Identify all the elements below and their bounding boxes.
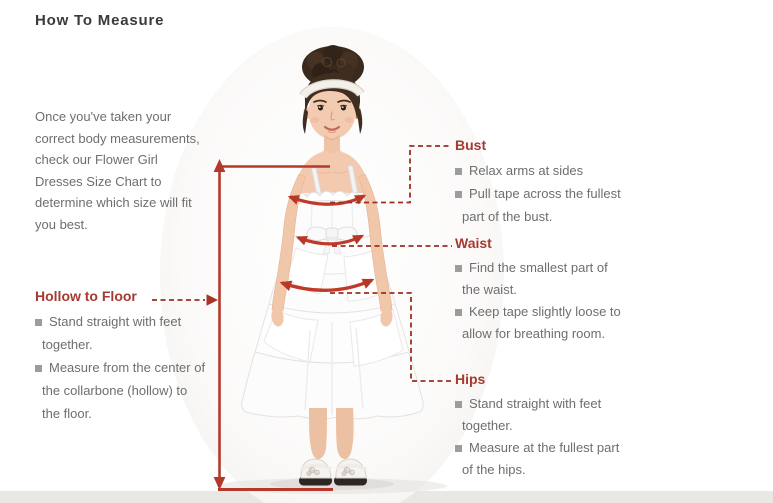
bust-heading: Bust (455, 137, 487, 153)
hips-heading: Hips (455, 371, 486, 387)
intro-line: you best. (35, 216, 88, 232)
square-bullet-icon (35, 365, 42, 372)
square-bullet-icon (455, 401, 462, 408)
section-hollow-to-floor (35, 288, 230, 425)
bullet-item-continuation: allow for breathing room. (462, 326, 606, 341)
intro-line: Once you've taken your (35, 109, 172, 124)
bullet-item-continuation: the floor. (42, 406, 92, 421)
intro-line: correct body measurements, (35, 130, 200, 146)
square-bullet-icon (455, 445, 462, 452)
bullet-item-continuation: together. (462, 418, 513, 433)
bullet-item: Stand straight with feet (35, 310, 230, 333)
bullet-item-continuation: part of the bust. (462, 209, 553, 224)
bullet-item-continuation: the waist. (462, 282, 517, 297)
bullet-item-continuation: the collarbone (hollow) to (42, 383, 188, 398)
bullet-item: Measure from the center of (35, 356, 230, 379)
section-hips (455, 371, 645, 481)
waist-heading: Waist (455, 235, 492, 251)
bullet-item: Relax arms at sides (455, 159, 645, 182)
section-bust (455, 137, 645, 228)
bullet-item: Measure at the fullest part (455, 437, 645, 459)
intro-line: determine which size will fit (35, 195, 192, 210)
bullet-item: Pull tape across the fullest (455, 182, 645, 205)
bullet-item: Find the smallest part of (455, 257, 645, 279)
bullet-item: Stand straight with feet (455, 393, 645, 415)
bullet-item-continuation: together. (42, 337, 93, 352)
bullet-item: Keep tape slightly loose to (455, 301, 645, 323)
square-bullet-icon (35, 319, 42, 326)
square-bullet-icon (455, 265, 462, 272)
intro-line: check our Flower Girl (35, 152, 158, 167)
hollow-to-floor-heading: Hollow to Floor (35, 288, 137, 304)
square-bullet-icon (455, 168, 462, 175)
bullet-item-continuation: of the hips. (462, 462, 526, 477)
page-title: How To Measure (35, 12, 165, 29)
section-waist (455, 235, 645, 345)
intro-line: Dresses Size Chart to (35, 173, 162, 189)
square-bullet-icon (455, 191, 462, 198)
intro-paragraph (35, 106, 235, 235)
square-bullet-icon (455, 309, 462, 316)
